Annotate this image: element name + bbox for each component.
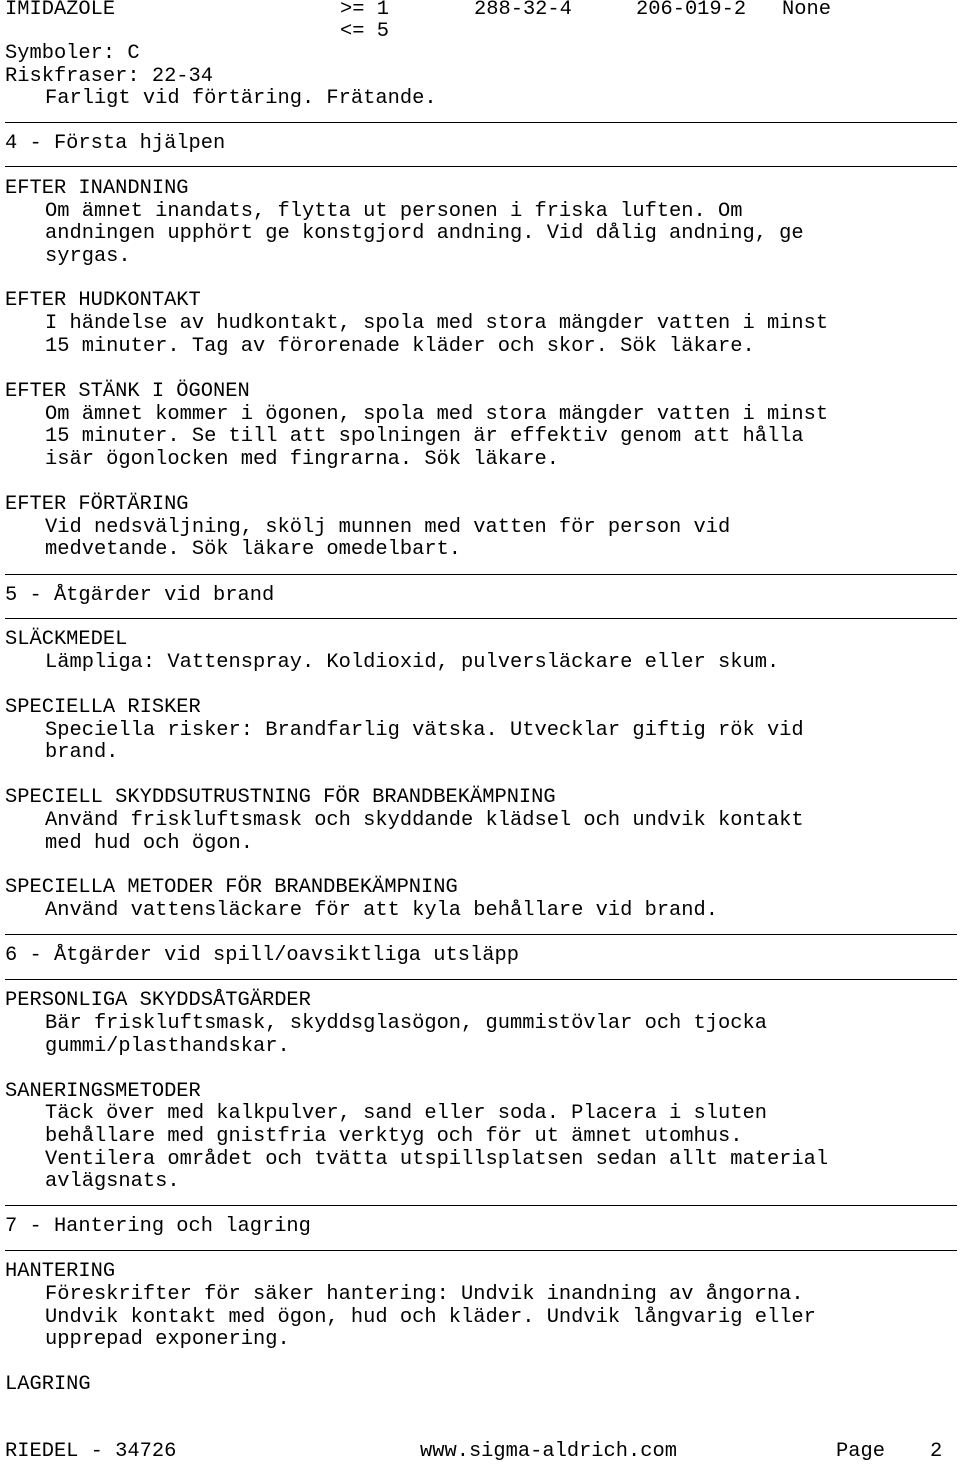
- footer-page-label: Page: [836, 1440, 885, 1463]
- symbols-line: Symboler: C: [5, 42, 140, 65]
- firefighting-methods-line: Använd vattensläckare för att kyla behållare vid brand.: [45, 899, 719, 922]
- inhalation-line: syrgas.: [45, 245, 131, 268]
- firefighting-methods-heading: SPECIELLA METODER FÖR BRANDBEKÄMPNING: [5, 876, 458, 899]
- protective-equipment-heading: SPECIELL SKYDDSUTRUSTNING FÖR BRANDBEKÄMPNING: [5, 786, 556, 809]
- cas-number: 288-32-4: [474, 0, 572, 21]
- section-divider: [5, 934, 957, 935]
- ingestion-line: medvetande. Sök läkare omedelbart.: [45, 538, 462, 561]
- inhalation-line: Om ämnet inandats, flytta ut personen i friska luften. Om: [45, 200, 743, 223]
- section-divider: [5, 618, 957, 619]
- handling-line: Föreskrifter för säker hantering: Undvik inandning av ångorna.: [45, 1283, 804, 1306]
- section-divider: [5, 979, 957, 980]
- section-5-title: 5 - Åtgärder vid brand: [5, 584, 275, 607]
- personal-precautions-line: Bär friskluftsmask, skyddsglasögon, gummistövlar och tjocka: [45, 1012, 767, 1035]
- concentration-low: >= 1: [340, 0, 389, 21]
- concentration-high: <= 5: [340, 20, 389, 43]
- cleanup-methods-line: behållare med gnistfria verktyg och för ut ämnet utomhus.: [45, 1125, 743, 1148]
- footer-product-id: RIEDEL - 34726: [5, 1440, 177, 1463]
- eye-contact-line: 15 minuter. Se till att spolningen är effektiv genom att hålla: [45, 425, 804, 448]
- protective-equipment-line: Använd friskluftsmask och skyddande klädsel och undvik kontakt: [45, 809, 804, 832]
- special-risks-line: Speciella risker: Brandfarlig vätska. Utvecklar giftig rök vid: [45, 719, 804, 742]
- special-risks-heading: SPECIELLA RISKER: [5, 696, 201, 719]
- footer-website-link[interactable]: www.sigma-aldrich.com: [420, 1440, 677, 1463]
- substance-name: IMIDAZOLE: [5, 0, 116, 21]
- risk-phrases-text: Farligt vid förtäring. Frätande.: [45, 87, 437, 110]
- section-divider: [5, 1250, 957, 1251]
- skin-contact-heading: EFTER HUDKONTAKT: [5, 289, 201, 312]
- extinguishing-line: Lämpliga: Vattenspray. Koldioxid, pulversläckare eller skum.: [45, 651, 780, 674]
- eye-contact-line: isär ögonlocken med fingrarna. Sök läkare.: [45, 448, 559, 471]
- section-divider: [5, 166, 957, 167]
- personal-precautions-heading: PERSONLIGA SKYDDSÅTGÄRDER: [5, 989, 311, 1012]
- handling-line: Undvik kontakt med ögon, hud och kläder. Undvik långvarig eller: [45, 1306, 816, 1329]
- ingestion-heading: EFTER FÖRTÄRING: [5, 493, 189, 516]
- footer-page-number: 2: [930, 1440, 943, 1463]
- ec-number: 206-019-2: [636, 0, 747, 21]
- index-number: None: [782, 0, 831, 21]
- inhalation-heading: EFTER INANDNING: [5, 177, 189, 200]
- eye-contact-heading: EFTER STÄNK I ÖGONEN: [5, 380, 250, 403]
- section-7-title: 7 - Hantering och lagring: [5, 1215, 311, 1238]
- special-risks-line: brand.: [45, 741, 119, 764]
- eye-contact-line: Om ämnet kommer i ögonen, spola med stora mängder vatten i minst: [45, 403, 829, 426]
- section-divider: [5, 122, 957, 123]
- handling-line: upprepad exponering.: [45, 1328, 290, 1351]
- cleanup-methods-heading: SANERINGSMETODER: [5, 1080, 201, 1103]
- storage-heading: LAGRING: [5, 1373, 91, 1396]
- ingestion-line: Vid nedsväljning, skölj munnen med vatten för person vid: [45, 516, 731, 539]
- cleanup-methods-line: Täck över med kalkpulver, sand eller soda. Placera i sluten: [45, 1102, 767, 1125]
- risk-phrases-line: Riskfraser: 22-34: [5, 65, 214, 88]
- section-4-title: 4 - Första hjälpen: [5, 132, 226, 155]
- handling-heading: HANTERING: [5, 1260, 116, 1283]
- section-6-title: 6 - Åtgärder vid spill/oavsiktliga utsläpp: [5, 944, 519, 967]
- inhalation-line: andningen upphört ge konstgjord andning. Vid dålig andning, ge: [45, 222, 804, 245]
- extinguishing-heading: SLÄCKMEDEL: [5, 628, 128, 651]
- personal-precautions-line: gummi/plasthandskar.: [45, 1035, 290, 1058]
- section-divider: [5, 1205, 957, 1206]
- cleanup-methods-line: Ventilera området och tvätta utspillsplatsen sedan allt material: [45, 1148, 829, 1171]
- section-divider: [5, 574, 957, 575]
- protective-equipment-line: med hud och ögon.: [45, 832, 254, 855]
- skin-contact-line: 15 minuter. Tag av förorenade kläder och skor. Sök läkare.: [45, 335, 755, 358]
- skin-contact-line: I händelse av hudkontakt, spola med stora mängder vatten i minst: [45, 312, 829, 335]
- cleanup-methods-line: avlägsnats.: [45, 1170, 180, 1193]
